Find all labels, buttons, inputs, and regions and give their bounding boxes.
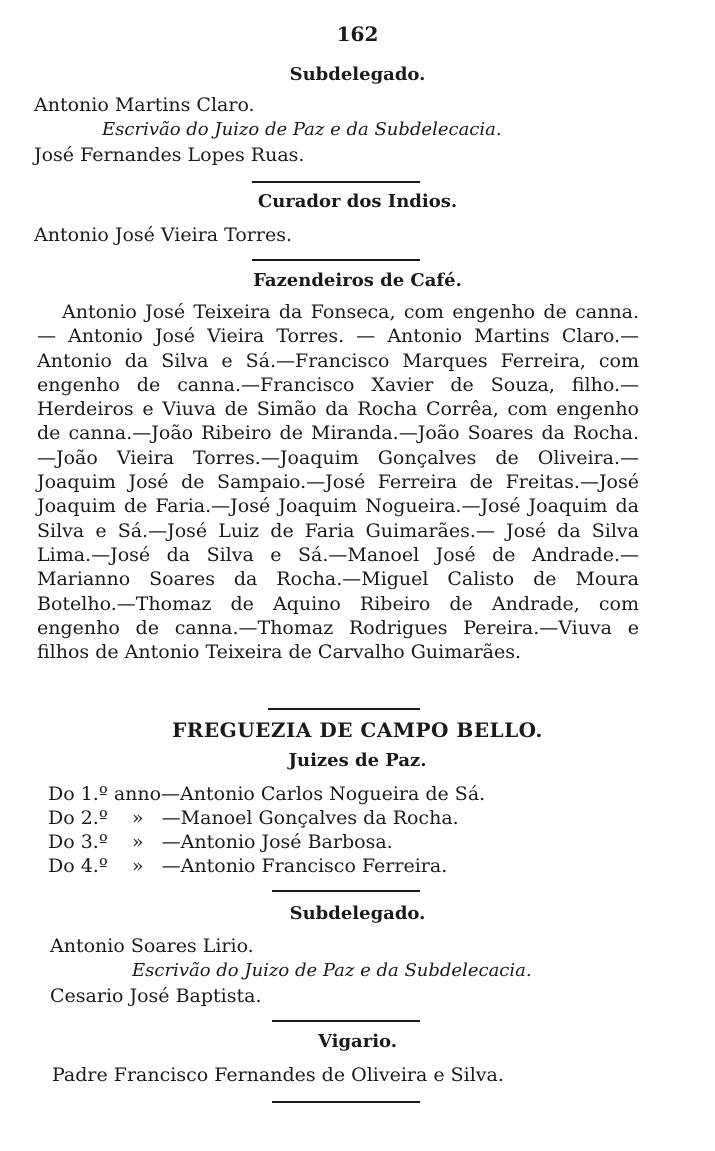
vigario-heading: Vigario. [317,1031,397,1052]
divider [268,708,420,710]
clerk-title: Escrivão do Juizo de Paz e da Subdelecacia. [102,119,502,140]
clerk-name: José Fernandes Lopes Ruas. [34,144,305,166]
parish-clerk-name: Cesario José Baptista. [50,985,262,1007]
juizes-heading: Juizes de Paz. [288,750,427,771]
parish-subdelegado-name: Antonio Soares Lirio. [50,935,254,957]
judge-line: Do 1.º anno—Antonio Carlos Nogueira de Sá. [48,783,486,805]
subdelegado-name: Antonio Martins Claro. [34,94,255,116]
curador-heading: Curador dos Indios. [257,191,458,212]
judge-line: Do 2.º » —Manoel Gonçalves da Rocha. [48,807,459,829]
divider [272,1101,420,1103]
fazendeiros-paragraph: Antonio José Teixeira da Fonseca, com engenho de canna. — Antonio José Vieira Torres. — Antonio Martins Claro.— Antonio da Silva e Sá.—Francisco Marques Ferreira, com engenho de canna.—Francisco Xavier de Souza, filho.—Herdeiros e Viuva de Simão da Rocha Corrêa, com engenho de canna.—João Ribeiro de Miranda.—João Soares da Rocha.—João Vieira Torres.—Joaquim Gonçalves de Oliveira.—Joaquim José de Sampaio.—José Ferreira de Freitas.—José Joaquim de Faria.—José Joaquim Nogueira.—José Joaquim da Silva e Sá.—José Luiz de Faria Guimarães.— José da Silva Lima.—José da Silva e Sá.—Manoel José de Andrade.—Marianno Soares da Rocha.—Miguel Calisto de Moura Botelho.—Thomaz de Aquino Ribeiro de Andrade, com engenho de canna.—Thomaz Rodrigues Pereira.—Viuva e filhos de Antonio Teixeira de Carvalho Guimarães. [37,301,639,664]
divider [252,259,420,261]
divider [272,1020,420,1022]
vigario-name: Padre Francisco Fernandes de Oliveira e Silva. [52,1064,504,1086]
parish-clerk-title: Escrivão do Juizo de Paz e da Subdelecacia. [132,960,532,981]
divider [252,181,420,183]
divider [272,890,420,892]
judge-line: Do 4.º » —Antonio Francisco Ferreira. [48,855,448,877]
fazendeiros-list [37,300,639,664]
curador-name: Antonio José Vieira Torres. [34,224,292,246]
judge-line: Do 3.º » —Antonio José Barbosa. [48,831,393,853]
page-number: 162 [336,22,379,46]
parish-subdelegado-heading: Subdelegado. [289,903,426,924]
subdelegado-heading: Subdelegado. [289,64,426,85]
parish-title: FREGUEZIA DE CAMPO BELLO. [172,718,543,742]
fazendeiros-heading: Fazendeiros de Café. [253,270,462,291]
